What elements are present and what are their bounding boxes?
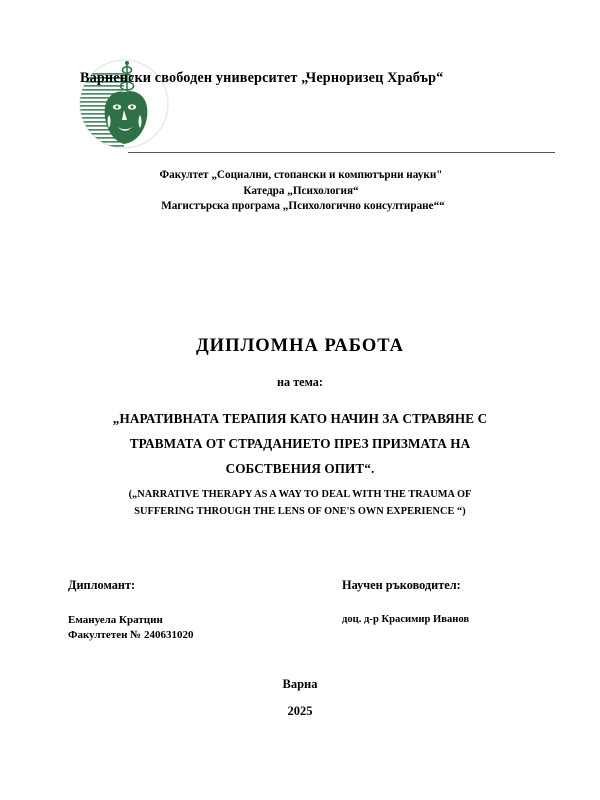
on-topic-label: на тема:	[277, 375, 323, 389]
student-faculty-number: Факултетен № 240631020	[68, 628, 194, 641]
thesis-title-bg-line-1: „НАРАТИВНАТА ТЕРАПИЯ КАТО НАЧИН ЗА СТРАВЯНЕ С	[112, 411, 488, 426]
student-role-label: Дипломант:	[68, 578, 136, 592]
city-name: Варна	[282, 677, 318, 691]
faculty-name: Факултет „Социални, стопански и компютърни науки"	[159, 169, 443, 181]
student-name: Емануела Кратцин	[68, 614, 163, 626]
thesis-title-bg-line-2: ТРАВМАТА ОТ СТРАДАНИЕТО ПРЕЗ ПРИЗМАТА НА	[129, 436, 471, 451]
supervisor-column	[342, 578, 469, 628]
signatories-block	[0, 578, 600, 648]
thesis-title-en	[60, 487, 540, 520]
header-divider	[128, 152, 555, 153]
master-program-name: Магистърска програма „Психологично консултиране““	[161, 200, 445, 212]
thesis-title-en-line-2: SUFFERING THROUGH THE LENS OF ONE'S OWN EXPERIENCE “)	[134, 505, 466, 517]
thesis-title-bg	[60, 406, 540, 481]
thesis-title-en-line-1: („NARRATIVE THERAPY AS A WAY TO DEAL WITH THE TRAUMA OF	[128, 489, 472, 500]
faculty-block	[0, 168, 600, 215]
thesis-title-bg-line-3: СОБСТВЕНИЯ ОПИТ“.	[225, 461, 375, 476]
supervisor-name: доц. д-р Красимир Иванов	[342, 614, 470, 625]
university-name: Варненски свободен университет „Черноризец Храбър“	[80, 70, 444, 86]
document-type-heading: ДИПЛОМНА РАБОТА	[195, 336, 405, 356]
department-name: Катедра „Психология“	[243, 184, 359, 197]
student-column	[68, 578, 194, 642]
year: 2025	[287, 704, 313, 718]
supervisor-role-label: Научен ръководител:	[342, 578, 461, 592]
